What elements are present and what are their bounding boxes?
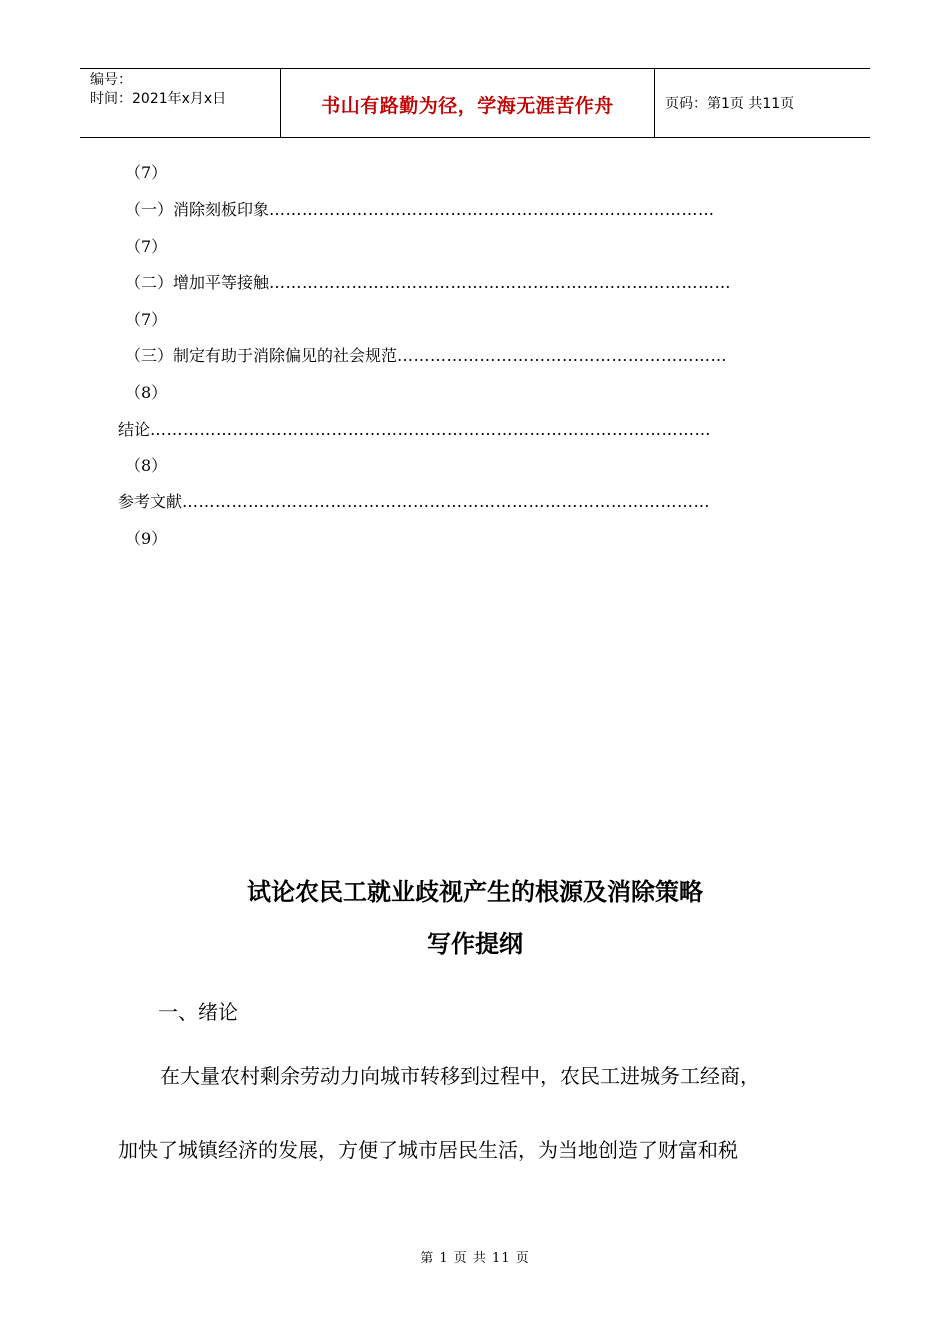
toc-line: 参考文献…………………………………………………………………………………… bbox=[118, 492, 711, 511]
toc-line: 结论………………………………………………………………………………………… bbox=[118, 420, 712, 439]
toc-line: （三）制定有助于消除偏见的社会规范…………………………………………………… bbox=[125, 346, 728, 365]
header-center-cell bbox=[280, 69, 655, 137]
header-left-cell bbox=[80, 69, 280, 137]
toc-line: （8） bbox=[125, 456, 168, 475]
toc-line: （7） bbox=[125, 163, 168, 182]
time-label: 时间：2021年x月x日 bbox=[90, 91, 227, 107]
header-right-cell bbox=[655, 69, 870, 137]
toc-line: （二）增加平等接触………………………………………………………………………… bbox=[125, 273, 732, 292]
toc-line: （7） bbox=[125, 237, 168, 256]
section-heading: 一、绪论 bbox=[158, 1000, 238, 1024]
paragraph-line: 在大量农村剩余劳动力向城市转移到过程中，农民工进城务工经商， bbox=[160, 1064, 760, 1088]
page-footer: 第 1 页 共 11 页 bbox=[420, 1251, 530, 1266]
toc-line: （一）消除刻板印象……………………………………………………………………… bbox=[125, 200, 715, 219]
document-subtitle: 写作提纲 bbox=[427, 930, 523, 958]
toc-line: （7） bbox=[125, 310, 168, 329]
number-label: 编号： bbox=[90, 72, 132, 88]
motto-text: 书山有路勤为径，学海无涯苦作舟 bbox=[321, 95, 614, 117]
toc-line: （9） bbox=[125, 529, 168, 548]
page-label: 页码：第1页 共11页 bbox=[665, 96, 795, 112]
toc-line: （8） bbox=[125, 383, 168, 402]
document-title: 试论农民工就业歧视产生的根源及消除策略 bbox=[247, 878, 703, 906]
paragraph-line: 加快了城镇经济的发展，方便了城市居民生活，为当地创造了财富和税 bbox=[118, 1138, 738, 1162]
header-table bbox=[80, 68, 870, 138]
